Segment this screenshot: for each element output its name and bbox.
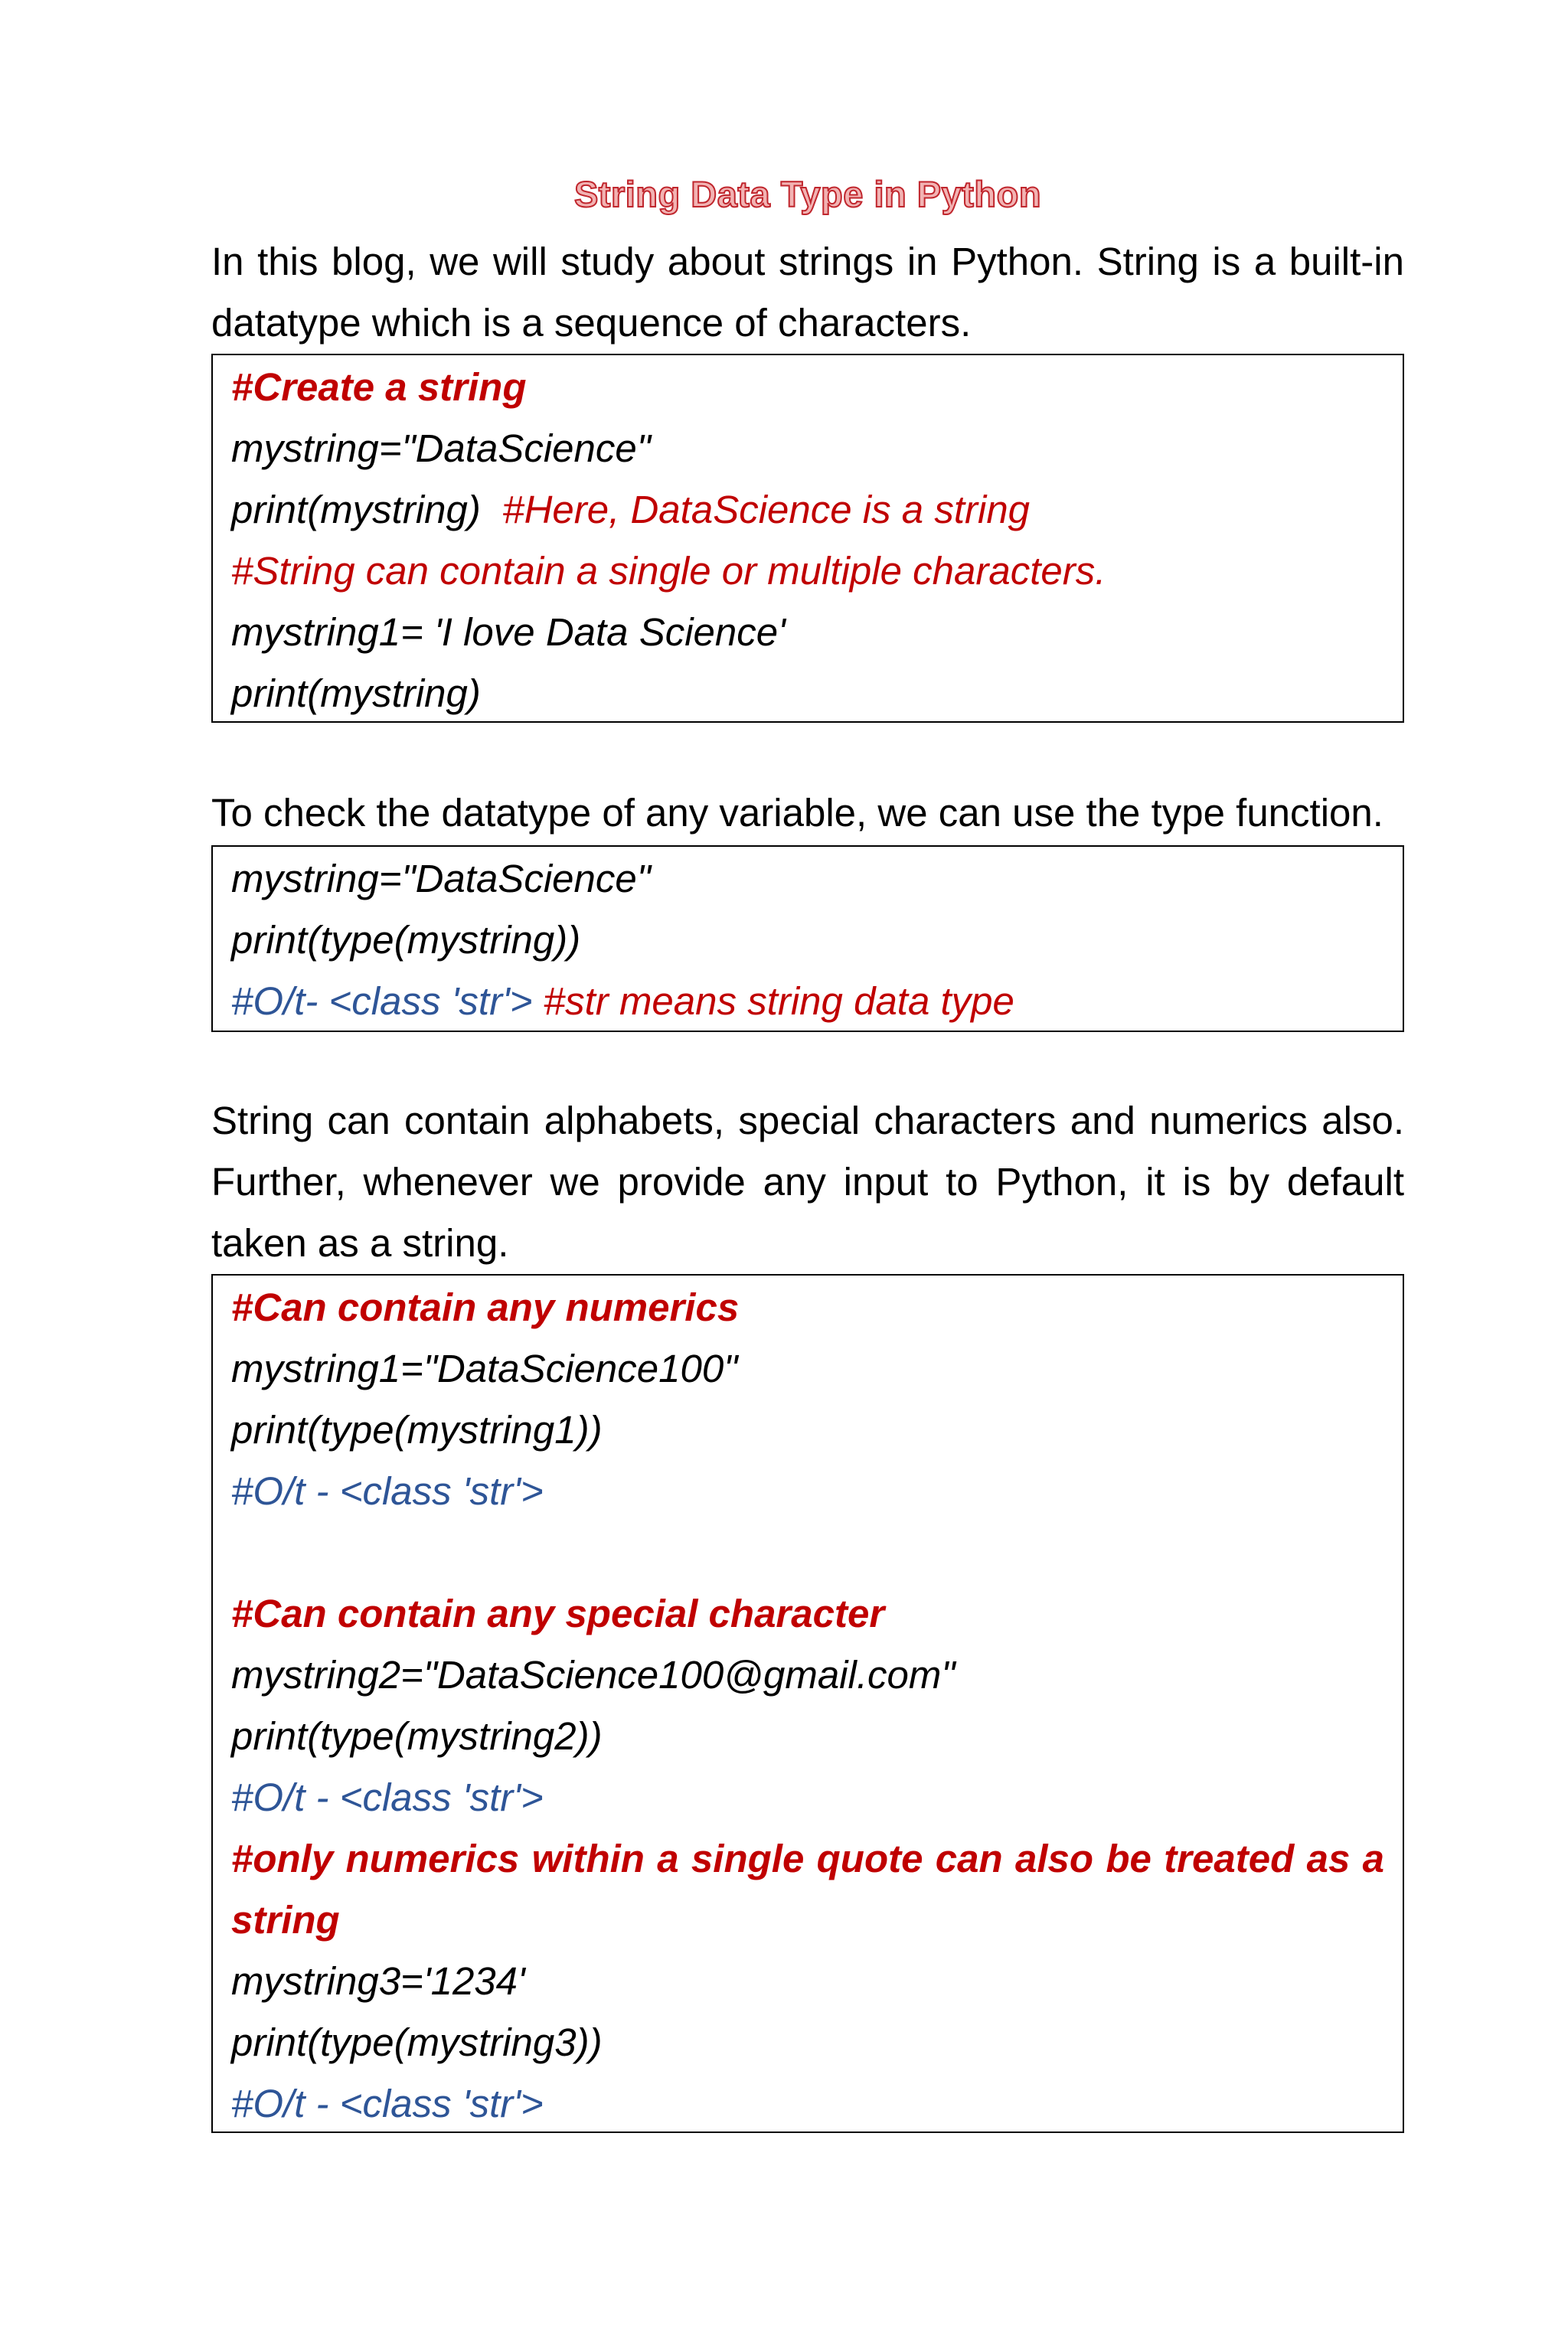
- code-comment: #Can contain any numerics: [231, 1285, 740, 1329]
- blank-line: [231, 1522, 1384, 1583]
- intro-line-1: In this blog, we will study about strings in Python. String is a built-in: [211, 240, 1404, 283]
- code-comment: #only numerics within a single quote can also be treated as a: [231, 1837, 1384, 1880]
- intro-line-2: datatype which is a sequence of characters.: [211, 301, 972, 345]
- code-comment: #Can contain any special character: [231, 1592, 885, 1635]
- code-comment: #Create a string: [231, 365, 527, 409]
- code-line: print(type(mystring2)): [231, 1714, 603, 1758]
- document-title: String Data Type in Python: [573, 174, 1042, 214]
- code-line: mystring2="DataScience100@gmail.com": [231, 1653, 956, 1697]
- code-line: print(type(mystring1)): [231, 1408, 603, 1452]
- code-line: mystring="DataScience": [231, 426, 651, 470]
- code-comment: #str means string data type: [543, 979, 1014, 1023]
- code-output: #O/t - <class 'str'>: [231, 1469, 544, 1513]
- code-output: #O/t - <class 'str'>: [231, 2082, 544, 2125]
- code-line: print(type(mystring)): [231, 918, 581, 962]
- paragraph-line-2: Further, whenever we provide any input to Python, it is by default: [211, 1160, 1404, 1204]
- code-box-create-string: [211, 354, 1404, 723]
- code-line: print(type(mystring3)): [231, 2020, 603, 2064]
- code-line: mystring1="DataScience100": [231, 1347, 738, 1390]
- paragraph-line-3: taken as a string.: [211, 1221, 509, 1265]
- string-contents-paragraph: [211, 1090, 1404, 1274]
- paragraph-line: To check the datatype of any variable, we can use the type function.: [211, 791, 1383, 835]
- code-line: mystring1= 'I love Data Science': [231, 610, 786, 654]
- code-line: mystring3='1234': [231, 1959, 525, 2003]
- type-function-paragraph: [211, 782, 1404, 844]
- code-box-type-check: [211, 845, 1404, 1032]
- code-comment: #String can contain a single or multiple characters.: [231, 549, 1106, 593]
- code-comment: #Here, DataScience is a string: [502, 488, 1031, 531]
- code-box-examples: [211, 1274, 1404, 2133]
- code-text: print(mystring): [231, 488, 481, 531]
- code-output-line: [231, 971, 1384, 1032]
- code-output: #O/t - <class 'str'>: [231, 1775, 544, 1819]
- code-line-with-comment: [231, 479, 1384, 541]
- code-output: #O/t- <class 'str'>: [231, 979, 533, 1023]
- paragraph-line-1: String can contain alphabets, special characters and numerics also.: [211, 1099, 1404, 1142]
- code-line: print(mystring): [231, 671, 481, 715]
- code-line: mystring="DataScience": [231, 857, 651, 900]
- code-comment: string: [231, 1898, 340, 1942]
- intro-paragraph: [211, 231, 1404, 354]
